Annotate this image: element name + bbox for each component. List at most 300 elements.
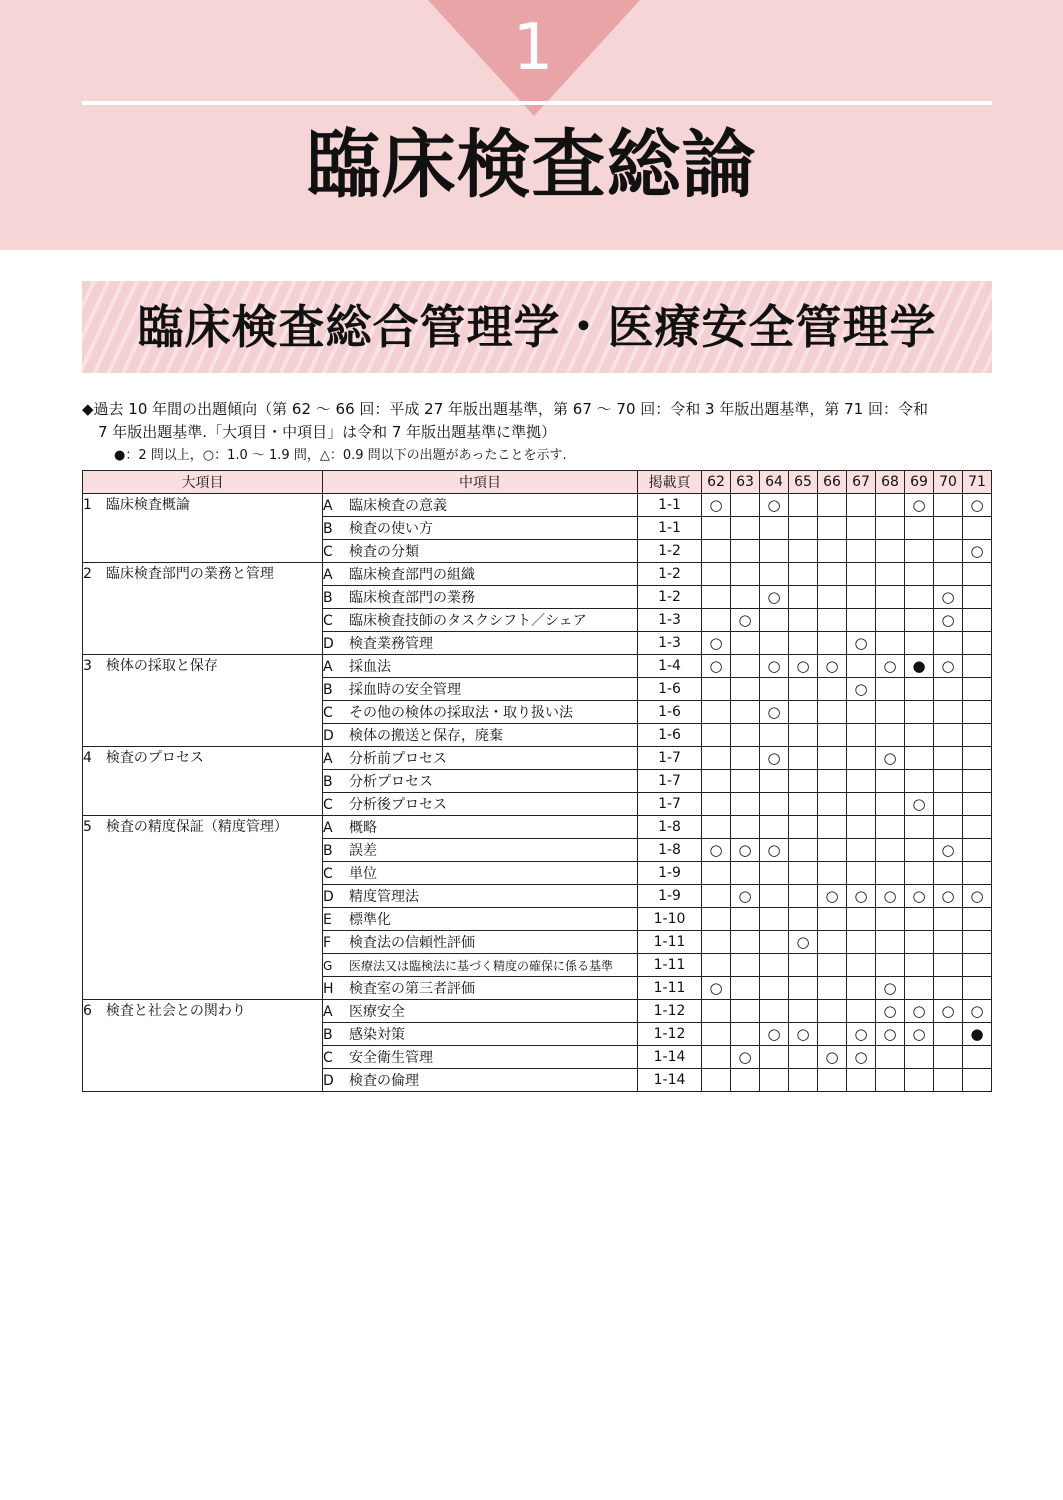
frequency-mark [905,816,934,839]
frequency-mark [934,1069,963,1092]
frequency-mark [731,517,760,540]
frequency-mark: ○ [702,632,731,655]
minor-item [323,908,638,931]
frequency-mark [789,701,818,724]
frequency-mark [702,931,731,954]
major-item: 1 臨床検査概論 [83,494,323,563]
frequency-mark [934,931,963,954]
minor-item [323,1069,638,1092]
frequency-mark [876,816,905,839]
frequency-mark [934,678,963,701]
major-item: 2 臨床検査部門の業務と管理 [83,563,323,655]
frequency-mark [818,770,847,793]
frequency-mark: ○ [905,885,934,908]
frequency-mark [963,517,992,540]
frequency-mark [934,701,963,724]
frequency-mark [963,586,992,609]
frequency-mark [818,632,847,655]
header-year-70: 70 [934,471,963,494]
page-ref: 1-3 [638,609,702,632]
frequency-mark [905,839,934,862]
frequency-mark [934,977,963,1000]
frequency-mark [934,632,963,655]
frequency-mark [876,862,905,885]
frequency-mark [934,908,963,931]
frequency-mark [702,954,731,977]
frequency-mark: ○ [731,609,760,632]
frequency-mark [760,908,789,931]
frequency-mark [934,816,963,839]
minor-item [323,678,638,701]
frequency-mark [934,770,963,793]
minor-item-label: 検査法の信頼性評価 [349,935,475,951]
frequency-mark [847,1069,876,1092]
frequency-mark [934,724,963,747]
frequency-mark [702,586,731,609]
frequency-mark [934,1023,963,1046]
frequency-mark: ○ [934,609,963,632]
frequency-mark [702,724,731,747]
frequency-mark [731,862,760,885]
frequency-mark [789,793,818,816]
frequency-mark [876,954,905,977]
frequency-mark: ○ [760,655,789,678]
frequency-mark [760,540,789,563]
frequency-mark [934,517,963,540]
frequency-mark: ○ [760,1023,789,1046]
frequency-mark [702,908,731,931]
table-row [83,494,992,517]
frequency-mark [731,908,760,931]
page-ref: 1-11 [638,977,702,1000]
frequency-mark [963,954,992,977]
frequency-mark: ○ [847,1046,876,1069]
minor-item [323,931,638,954]
frequency-mark [818,816,847,839]
frequency-mark [847,586,876,609]
frequency-mark [876,586,905,609]
frequency-mark [876,632,905,655]
minor-item [323,793,638,816]
minor-item-label: 安全衛生管理 [349,1050,433,1066]
table-header-row [83,471,992,494]
minor-item [323,701,638,724]
minor-item-label: 検査の使い方 [349,521,433,537]
page-ref: 1-6 [638,678,702,701]
frequency-mark [847,977,876,1000]
section-banner [82,281,992,373]
frequency-mark: ○ [934,655,963,678]
frequency-mark [847,839,876,862]
minor-item [323,586,638,609]
frequency-mark [963,793,992,816]
frequency-mark [934,540,963,563]
minor-item [323,954,638,977]
minor-item-letter: C [323,705,333,721]
minor-item [323,770,638,793]
frequency-mark [760,517,789,540]
header-year-71: 71 [963,471,992,494]
frequency-mark [934,563,963,586]
frequency-mark [818,678,847,701]
frequency-mark [818,931,847,954]
frequency-mark: ○ [731,885,760,908]
page-ref: 1-4 [638,655,702,678]
frequency-mark [905,517,934,540]
frequency-mark [876,563,905,586]
frequency-mark [702,1000,731,1023]
frequency-mark [789,609,818,632]
frequency-mark [876,540,905,563]
minor-item-label: 臨床検査技師のタスクシフト／シェア [349,613,587,629]
minor-item-letter: A [323,751,333,767]
minor-item-label: 医療安全 [349,1004,405,1020]
frequency-mark [876,931,905,954]
frequency-mark [905,954,934,977]
frequency-mark [847,540,876,563]
frequency-mark: ○ [818,885,847,908]
frequency-mark [963,678,992,701]
frequency-mark [963,977,992,1000]
minor-item-label: 概略 [349,820,377,836]
frequency-mark [905,908,934,931]
frequency-mark [847,862,876,885]
frequency-mark [731,931,760,954]
minor-item [323,977,638,1000]
frequency-mark [760,977,789,1000]
frequency-mark [905,931,934,954]
frequency-mark [702,816,731,839]
frequency-mark [731,678,760,701]
section-title: 臨床検査総合管理学・医療安全管理学 [137,300,937,354]
minor-item-letter: A [323,820,333,836]
frequency-mark [789,1069,818,1092]
frequency-mark [760,563,789,586]
header-major: 大項目 [83,471,323,494]
frequency-mark [702,563,731,586]
minor-item [323,563,638,586]
frequency-mark [789,517,818,540]
frequency-mark [702,747,731,770]
minor-item [323,747,638,770]
frequency-mark [963,862,992,885]
frequency-mark: ○ [789,931,818,954]
page-ref: 1-1 [638,517,702,540]
frequency-mark: ○ [876,747,905,770]
page-ref: 1-2 [638,563,702,586]
minor-item-letter: B [323,843,333,859]
frequency-mark [905,678,934,701]
minor-item [323,1023,638,1046]
frequency-mark [905,770,934,793]
frequency-mark [818,1069,847,1092]
header-year-69: 69 [905,471,934,494]
minor-item-label: 採血法 [349,659,391,675]
frequency-mark [905,747,934,770]
frequency-mark [934,494,963,517]
frequency-mark [963,931,992,954]
frequency-mark [818,908,847,931]
frequency-mark [818,1023,847,1046]
header-year-63: 63 [731,471,760,494]
table-row [83,563,992,586]
minor-item-letter: H [323,981,334,997]
frequency-mark [818,586,847,609]
page-ref: 1-10 [638,908,702,931]
frequency-mark [702,1046,731,1069]
frequency-mark [702,1023,731,1046]
frequency-mark [847,908,876,931]
minor-item [323,494,638,517]
page-ref: 1-7 [638,747,702,770]
frequency-mark: ○ [818,1046,847,1069]
major-item: 3 検体の採取と保存 [83,655,323,747]
minor-item-label: 採血時の安全管理 [349,682,461,698]
frequency-mark [760,931,789,954]
frequency-mark [789,839,818,862]
intro-line-2: 7 年版出題基準.「大項目・中項目」は令和 7 年版出題基準に準拠） [98,423,557,441]
minor-item-label: 分析後プロセス [349,797,447,813]
frequency-mark [731,563,760,586]
frequency-mark [731,540,760,563]
minor-item-label: 誤差 [349,843,377,859]
frequency-mark [818,954,847,977]
frequency-mark [934,954,963,977]
minor-item-letter: D [323,636,334,652]
frequency-mark [847,724,876,747]
frequency-mark [818,1000,847,1023]
frequency-mark: ○ [876,655,905,678]
frequency-mark [847,793,876,816]
frequency-mark [789,724,818,747]
frequency-mark: ○ [760,747,789,770]
frequency-mark: ○ [934,885,963,908]
frequency-mark [876,908,905,931]
major-item: 5 検査の精度保証（精度管理） [83,816,323,1000]
header-page: 掲載頁 [638,471,702,494]
frequency-mark [731,770,760,793]
frequency-mark [731,701,760,724]
page-ref: 1-7 [638,770,702,793]
minor-item [323,655,638,678]
minor-item-label: 感染対策 [349,1027,405,1043]
frequency-mark [789,977,818,1000]
frequency-mark [731,793,760,816]
frequency-mark [847,655,876,678]
frequency-mark [789,770,818,793]
frequency-mark [818,701,847,724]
minor-item-label: 標準化 [349,912,391,928]
minor-item-label: 臨床検査部門の組織 [349,567,475,583]
minor-item-letter: C [323,866,333,882]
frequency-mark [905,609,934,632]
chapter-number: 1 [512,11,554,85]
frequency-mark: ○ [760,494,789,517]
frequency-mark: ○ [847,885,876,908]
frequency-mark [789,494,818,517]
minor-item-letter: D [323,1073,334,1089]
page-ref: 1-11 [638,954,702,977]
table-row [83,655,992,678]
minor-item [323,1000,638,1023]
page-ref: 1-11 [638,931,702,954]
frequency-mark: ○ [963,540,992,563]
frequency-mark [934,1046,963,1069]
frequency-mark [702,540,731,563]
frequency-mark [963,609,992,632]
frequency-mark [818,839,847,862]
frequency-mark: ○ [789,1023,818,1046]
header-year-62: 62 [702,471,731,494]
frequency-mark [789,632,818,655]
minor-item-letter: B [323,521,333,537]
minor-item-label: 医療法又は臨検法に基づく精度の確保に係る基準 [349,958,614,973]
frequency-mark [731,724,760,747]
frequency-mark: ○ [876,885,905,908]
frequency-mark [702,678,731,701]
frequency-mark [963,816,992,839]
frequency-mark [905,977,934,1000]
minor-item-letter: B [323,774,333,790]
frequency-mark [847,954,876,977]
frequency-mark [876,1046,905,1069]
frequency-mark [905,862,934,885]
frequency-mark [789,816,818,839]
frequency-mark [731,747,760,770]
legend-text: ●：2 問以上，○：1.0 〜 1.9 問，△：0.9 問以下の出題があったことを示す. [114,448,567,463]
minor-item [323,839,638,862]
frequency-mark [963,747,992,770]
frequency-mark [731,977,760,1000]
page-ref: 1-12 [638,1023,702,1046]
frequency-mark: ○ [731,1046,760,1069]
page-ref: 1-8 [638,816,702,839]
frequency-mark [760,770,789,793]
frequency-mark [789,540,818,563]
table-row [83,747,992,770]
frequency-mark: ○ [876,977,905,1000]
frequency-mark [731,586,760,609]
frequency-mark [818,609,847,632]
frequency-mark [818,517,847,540]
table-row [83,1000,992,1023]
frequency-mark [818,563,847,586]
frequency-mark [905,563,934,586]
table-row [83,816,992,839]
minor-item-letter: E [323,912,332,928]
frequency-mark [847,816,876,839]
intro-line-1: ◆過去 10 年間の出題傾向（第 62 〜 66 回：平成 27 年版出題基準，第 67 〜 70 回：令和 3 年版出題基準，第 71 回：令和 [82,400,928,418]
page-ref: 1-9 [638,862,702,885]
frequency-mark [847,770,876,793]
frequency-mark [731,655,760,678]
frequency-mark [847,517,876,540]
frequency-mark [760,793,789,816]
frequency-mark [934,747,963,770]
minor-item-label: 臨床検査部門の業務 [349,590,475,606]
frequency-mark: ○ [847,632,876,655]
minor-item [323,517,638,540]
minor-item [323,609,638,632]
frequency-mark [789,1046,818,1069]
frequency-mark: ○ [760,586,789,609]
frequency-mark [702,609,731,632]
frequency-mark [963,563,992,586]
minor-item [323,885,638,908]
header-year-68: 68 [876,471,905,494]
frequency-mark: ○ [876,1023,905,1046]
minor-item-label: 検体の搬送と保存，廃棄 [349,728,503,744]
frequency-mark [789,954,818,977]
frequency-mark: ○ [905,494,934,517]
page-ref: 1-8 [638,839,702,862]
frequency-mark: ○ [934,839,963,862]
frequency-mark [760,632,789,655]
minor-item [323,1046,638,1069]
frequency-mark [818,540,847,563]
minor-item-letter: C [323,1050,333,1066]
frequency-mark: ○ [760,701,789,724]
minor-item-letter: D [323,728,334,744]
frequency-mark [963,1069,992,1092]
minor-item-letter: A [323,567,333,583]
frequency-mark [934,862,963,885]
frequency-mark [760,724,789,747]
frequency-mark [789,1000,818,1023]
frequency-mark [818,724,847,747]
frequency-mark [702,885,731,908]
frequency-mark [731,1069,760,1092]
exam-trend-table [82,470,992,1092]
frequency-mark [789,747,818,770]
page-ref: 1-6 [638,701,702,724]
minor-item-label: 分析プロセス [349,774,433,790]
frequency-mark [818,977,847,1000]
frequency-mark [876,770,905,793]
minor-item [323,862,638,885]
frequency-mark: ○ [760,839,789,862]
frequency-mark [876,724,905,747]
minor-item-letter: A [323,498,333,514]
frequency-mark: ○ [818,655,847,678]
frequency-mark [818,494,847,517]
frequency-mark: ○ [934,586,963,609]
minor-item-label: 検査の分類 [349,544,419,560]
chapter-title: 臨床検査総論 [306,122,757,208]
frequency-mark [789,678,818,701]
minor-item-label: 単位 [349,866,377,882]
page-ref: 1-12 [638,1000,702,1023]
frequency-mark: ○ [702,839,731,862]
minor-item-label: 精度管理法 [349,889,419,905]
frequency-mark [934,793,963,816]
frequency-mark [702,517,731,540]
frequency-mark [818,793,847,816]
frequency-mark [876,494,905,517]
frequency-mark: ○ [702,977,731,1000]
frequency-mark [760,1069,789,1092]
minor-item-letter: B [323,682,333,698]
frequency-mark [963,770,992,793]
minor-item-label: 検査室の第三者評価 [349,981,475,997]
frequency-mark [847,747,876,770]
frequency-mark [905,701,934,724]
minor-item-letter: C [323,797,333,813]
frequency-mark [876,701,905,724]
frequency-mark [789,563,818,586]
header-year-64: 64 [760,471,789,494]
minor-item-label: 分析前プロセス [349,751,447,767]
